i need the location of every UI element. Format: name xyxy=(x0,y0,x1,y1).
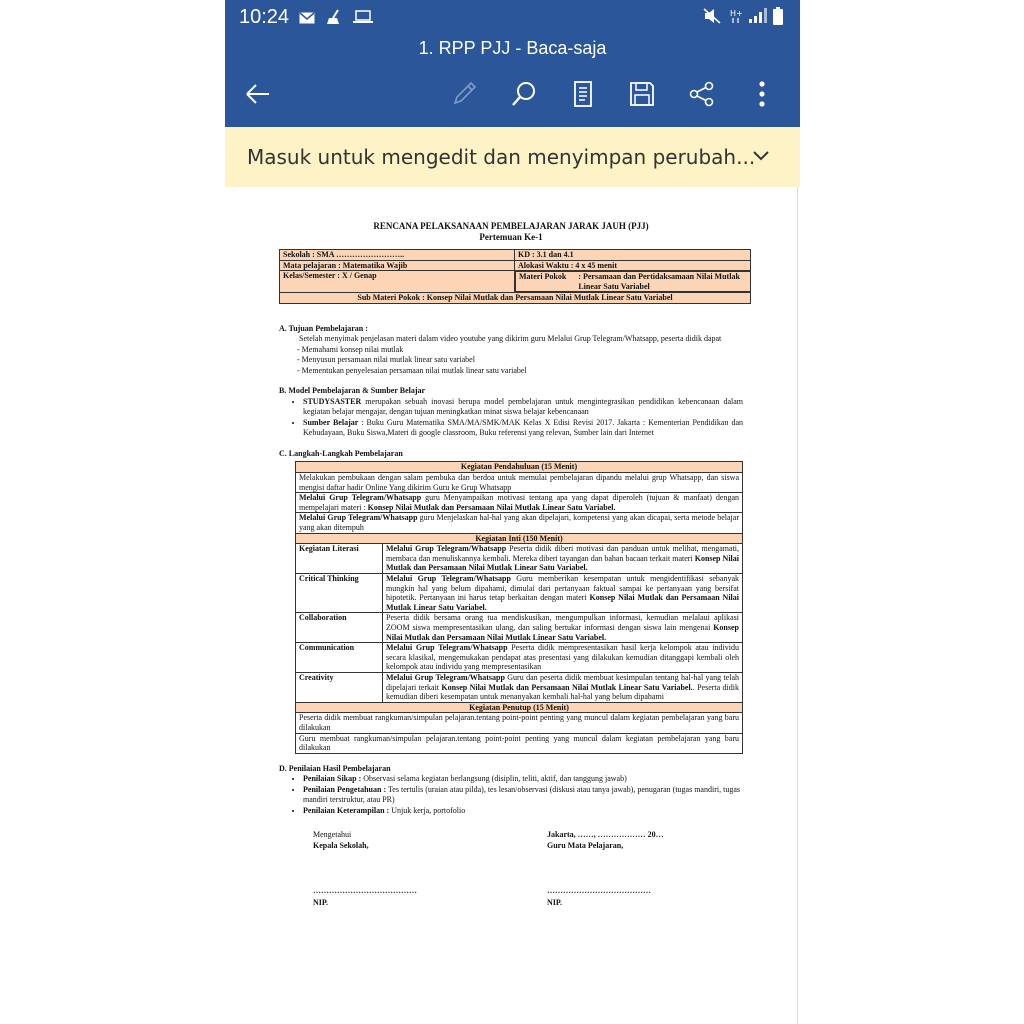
list-item xyxy=(303,806,743,817)
table-row xyxy=(296,574,743,613)
sign-left-1: Mengetahui xyxy=(313,830,352,840)
section-b-heading: B. Model Pembelajaran & Sumber Belajar xyxy=(279,386,426,396)
inti-text2: . Peserta didik kemudian diberi kesempatan untuk menanyakan kembali hal-hal yang belum dipahami xyxy=(386,682,740,702)
pencil-icon xyxy=(450,80,478,108)
sign-left-nip: NIP. xyxy=(313,898,329,908)
p2-bold: Melalui Grup Telegram/Whatsapp xyxy=(299,493,422,503)
share-button[interactable] xyxy=(684,76,720,112)
banner-text: Masuk untuk mengedit dan menyimpan perubah... xyxy=(247,145,756,169)
svg-text:H+: H+ xyxy=(730,9,743,18)
table-row xyxy=(296,513,743,533)
inti-desc xyxy=(383,672,743,702)
penutup-header: Kegiatan Penutup (15 Menit) xyxy=(296,702,743,713)
app-header xyxy=(225,0,800,127)
sign-right-dots: ………………………………… xyxy=(547,886,651,896)
info-alokasi: Alokasi Waktu : 4 x 45 menit xyxy=(515,260,751,271)
table-row: Peserta didik membuat rangkuman/simpulan pelajaran.tentang point-point penting yang muncul dalam kegiatan pembelajaran yang baru dilakukan xyxy=(296,713,743,733)
inti-header: Kegiatan Inti (150 Menit) xyxy=(296,533,743,544)
status-bar xyxy=(225,0,800,34)
pendahuluan-header: Kegiatan Pendahuluan (15 Menit) xyxy=(296,462,743,473)
table-row: Melakukan pembukaan dengan salam pembuka dan berdoa untuk memulai pembelajaran dipandu melalui grup Whatsapp, dan siswa mengisi daftar hadir Online Yang dikirim Guru ke Grup Whatsapp xyxy=(296,473,743,493)
inti-text: Guru memberikan kesempatan untuk mengidentifikasi sebanyak mungkin hal yang belum dipahami, dimulai dari pertanyaan faktual sampai ke pertanyaan yang bersifat hipotetik. Pertanyaan ini harus tetap berkaitan dengan materi xyxy=(386,574,739,603)
inti-bold: Melalui Grup Telegram/Whatsapp xyxy=(386,643,508,653)
chevron-down-icon[interactable] xyxy=(751,145,771,165)
steps-table xyxy=(295,461,743,753)
table-row xyxy=(296,493,743,513)
document-title: 1. RPP PJJ - Baca-saja xyxy=(418,38,607,58)
inti-text: Peserta didik mempresentasikan hasil kerja kelompok atau individu secara klasikal, mengemukakan pendapat atas presentasi yang dilakukan kemudian ditanggapi kembali oleh kelompok atau individu yang mempresentasikan xyxy=(386,643,740,672)
network-type-icon xyxy=(730,8,744,24)
b1-text: merupakan sebuah inovasi berupa model pembelajaran untuk mengintegrasikan pendidikan kebencanaan dalam kegiatan belajar mengajar, dengan tujuan meningkatkan minat siswa belajar kebencanaan xyxy=(303,396,743,417)
sign-right-nip: NIP. xyxy=(547,898,563,908)
section-a-intro: Setelah menyimak penjelasan materi dalam video youtube yang dikirim guru Melalui Grup Telegram/Whatsapp, peserta didik dapat xyxy=(299,334,722,344)
list-item xyxy=(303,785,743,806)
signature-block xyxy=(279,830,743,910)
inti-bold: Melalui Grup Telegram/Whatsapp xyxy=(386,544,507,554)
list-item xyxy=(303,774,743,785)
info-sekolah: Sekolah : SMA …………………….. xyxy=(280,250,515,261)
inti-label: Creativity xyxy=(296,672,383,702)
d3-text: Unjuk kerja, portofolio xyxy=(389,805,466,815)
table-row xyxy=(296,544,743,574)
reading-view-button[interactable] xyxy=(565,76,601,112)
materi-label: Materi Pokok xyxy=(519,272,567,282)
search-icon xyxy=(510,80,538,108)
document-page[interactable] xyxy=(225,187,798,1024)
phone-screen xyxy=(225,0,800,1024)
sign-left-dots: ………………………………… xyxy=(313,886,417,896)
inti-label: Communication xyxy=(296,643,383,673)
inti-label: Critical Thinking xyxy=(296,574,383,613)
info-mapel: Mata pelajaran : Matematika Wajib xyxy=(280,260,515,271)
inti-bold2: Konsep Nilai Mutlak dan Persamaan Nilai Mutlak Linear Satu Variabel. xyxy=(386,553,740,573)
edit-button[interactable] xyxy=(446,76,482,112)
back-icon xyxy=(243,82,271,106)
mail-icon xyxy=(299,12,315,24)
save-icon xyxy=(628,80,656,108)
p3-bold: Melalui Grup Telegram/Whatsapp xyxy=(299,513,418,523)
inti-text: Peserta didik diberi motivasi dan panduan untuk melihat, mengamati, membaca dan menuliskannya kembali. Mereka diberi tayangan dan bahan bacaan terkait materi xyxy=(386,544,740,563)
status-time: 10:24 xyxy=(239,6,290,28)
table-row xyxy=(296,643,743,673)
save-button[interactable] xyxy=(624,76,660,112)
list-item xyxy=(303,397,743,418)
inti-bold2: Konsep Nilai Mutlak dan Persamaan Nilai Mutlak Linear Satu Variabel. xyxy=(386,593,739,612)
p2-bold2: Konsep Nilai Mutlak dan Persamaan Nilai Mutlak Linear Satu Variabel. xyxy=(367,502,616,512)
inti-text: Guru dan peserta didik membuat kesimpulan tentang hal-hal yang telah dipelajari terkait xyxy=(386,672,739,692)
battery-icon xyxy=(773,7,783,25)
inti-bold2: Konsep Nilai Mutlak dan Persamaan Nilai Mutlak Linear Satu Variabel. xyxy=(441,682,693,692)
signal-icon xyxy=(749,8,767,24)
section-c-heading: C. Langkah-Langkah Pembelajaran xyxy=(279,448,403,458)
table-row: Guru membuat rangkuman/simpulan pelajaran.tentang point-point penting yang muncul dalam kegiatan pembelajaran yang baru dilakukan xyxy=(296,733,743,753)
broom-icon xyxy=(326,9,342,25)
d2-bold: Penilaian Pengetahuan : xyxy=(303,784,387,794)
doc-heading: RENCANA PELAKSANAAN PEMBELAJARAN JARAK JAUH (PJJ) xyxy=(373,221,649,231)
info-kd: KD : 3.1 dan 4.1 xyxy=(515,250,751,261)
d3-bold: Penilaian Keterampilan : xyxy=(303,805,390,815)
inti-bold2: Konsep Nilai Mutlak dan Persamaan Nilai Mutlak Linear Satu Variabel. xyxy=(386,622,739,642)
b1-bold: STUDYSASTER xyxy=(303,396,362,406)
section-d-list xyxy=(279,774,743,816)
document-content xyxy=(279,221,743,910)
d2-text: Tes tertulis (uraian atau pilda), tes lesan/observasi (diskusi atau tanya jawab), penugaran (tugas mandiri, tugas mandiri terstruktur, atau PR) xyxy=(303,784,740,805)
info-materi xyxy=(515,271,751,292)
sign-left-2: Kepala Sekolah, xyxy=(313,841,369,851)
inti-text: Peserta didik bersama orang tua mendiskusikan, mengumpulkan informasi, kemudian melalaui aplikasi ZOOM siswa mempresentasikan ulang, dan saling bertukar informasi dengan siswa lain mengenai xyxy=(386,613,739,632)
inti-desc xyxy=(383,613,743,643)
doc-subheading: Pertemuan Ke-1 xyxy=(479,232,543,242)
p2-text: guru Menyampaikan motivasi tentang apa yang dapat diperoleh (tujuan & manfaat) dengan mempelajari materi : xyxy=(299,493,740,512)
table-row xyxy=(296,672,743,702)
laptop-icon xyxy=(353,10,373,24)
b2-text: : Buku Guru Matematika SMA/MA/SMK/MAK Kelas X Edisi Revisi 2017. Jakarta : Kementerian Pendidikan dan Kebudayaan, Buku Siswa,Materi di google classroom, Buku referensi yang relevan, Sumber lain dari Internet xyxy=(303,417,743,438)
inti-desc xyxy=(383,544,743,574)
info-sub-materi: Sub Materi Pokok : Konsep Nilai Mutlak dan Persamaan Nilai Mutlak Linear Satu Variabel xyxy=(280,293,751,304)
sign-in-banner[interactable] xyxy=(225,127,800,187)
back-button[interactable] xyxy=(239,76,275,112)
mute-icon xyxy=(703,8,721,24)
inti-bold: Melalui Grup Telegram/Whatsapp xyxy=(386,672,505,682)
p3-text: guru Menjelaskan hal-hal yang akan dipelajari, kompetensi yang akan dicapai, serta metode belajar yang akan ditempuh xyxy=(299,513,739,533)
info-table xyxy=(279,249,751,304)
list-item: - Memahami konsep nilai mutlak xyxy=(297,345,743,356)
list-item: - Menyusun persamaan nilai mutlak linear satu variabel xyxy=(297,355,743,366)
inti-label: Kegiatan Literasi xyxy=(296,544,383,574)
reading-view-icon xyxy=(571,80,595,108)
b2-bold: Sumber Belajar xyxy=(303,417,359,427)
info-kelas: Kelas/Semester : X / Genap xyxy=(280,271,515,293)
more-options-button[interactable] xyxy=(744,76,780,112)
inti-desc xyxy=(383,574,743,613)
sign-right-2: Guru Mata Pelajaran, xyxy=(547,841,624,851)
list-item xyxy=(303,418,743,439)
d1-text: Observasi selama kegiatan berlangsung (disiplin, teliti, aktif, dan tanggung jawab) xyxy=(361,774,627,784)
inti-desc xyxy=(383,643,743,673)
search-button[interactable] xyxy=(506,76,542,112)
d1-bold: Penilaian Sikap : xyxy=(303,774,362,784)
inti-label: Collaboration xyxy=(296,613,383,643)
sign-right-1: Jakarta, ……, ……………… 20… xyxy=(547,830,664,840)
inti-bold: Melalui Grup Telegram/Whatsapp xyxy=(386,574,511,583)
section-a-list xyxy=(279,345,743,377)
more-icon xyxy=(757,80,767,108)
table-row xyxy=(296,613,743,643)
section-d-heading: D. Penilaian Hasil Pembelajaran xyxy=(279,763,391,773)
share-icon xyxy=(688,80,716,108)
materi-value: : Persamaan dan Pertidaksamaan Nilai Mutlak Linear Satu Variabel xyxy=(578,272,740,291)
list-item: - Mementukan penyelesaian persamaan nilai mutlak linear satu variabel xyxy=(297,366,743,377)
section-a-heading: A. Tujuan Pembelajaran : xyxy=(279,323,368,333)
section-b-list xyxy=(279,397,743,439)
